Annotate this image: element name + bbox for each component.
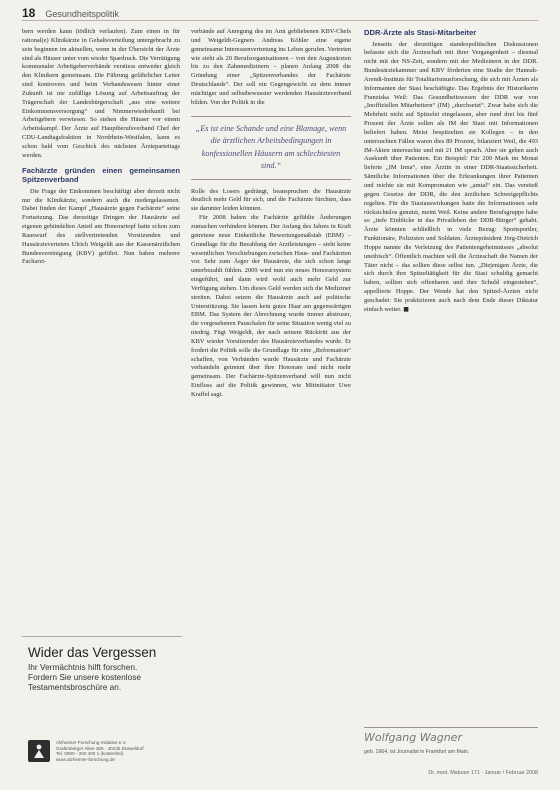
ad-website-link[interactable]: www.alzheimer-forschung.de — [56, 756, 115, 762]
ad-title: Wider das Vergessen — [28, 645, 157, 660]
signature-rule — [364, 727, 538, 728]
author-signature: Wolfgang Wagner — [364, 731, 462, 744]
advertisement[interactable] — [22, 636, 182, 785]
ad-contact — [56, 740, 144, 762]
ad-line: Testamentsbroschüre an. — [28, 682, 122, 692]
header-rule — [22, 20, 538, 21]
article-column-1 — [22, 28, 180, 613]
paragraph: Die Frage der Einkommen beschäftigt aber derzeit nicht nur die Klinikärzte, sondern auch die niedergelassenen. Dabei finden der Kampf „Hausärzte gegen Fachärzte“ seine Fortsetzung. Das derzeitige Dringen der Hausärzte auf eigenen gebündelten Anteil am Honorartopf hatte schon zum Rauswurf des stellvertretenden Vorsitzenden und Hausärzteverteters Ulrich Weigeldt aus der Kassenärztlichen Bundesvereinigung (KBV) geführt. Nun haben mehrere Facharzt- — [22, 187, 180, 266]
section-title: Gesundheitspolitik — [45, 9, 119, 19]
ad-org-line: Tel. 0800 - 200 400 1 (kostenfrei) — [56, 751, 124, 757]
paragraph: verbände auf Anregung des im Amt gebliebenen KBV-Chefs und Weigeldt-Gegners Andreas Köhler eine eigene gemeinsame Interessenvertretung ins Leben gerufen. Vertreten wie sieht als 20 Berufsorganisationen – von den Augenärzten bis zu den Zahnmedizinern – planen Anfang 2008 die Gründung einer „Spitzenverbandes der Fachärzte Deutschlands“. Der soll ein Gegengewicht zu dem immer mächtiger und selbstbewusster werdenden Hausärzteverband bilden. Von der Politik in die — [191, 28, 351, 106]
subheading-fachaerzte: Fachärzte gründen einen gemeinsamen Spitzenverband — [22, 165, 180, 185]
subheading-stasi: DDR-Ärzte als Stasi-Mitarbeiter — [364, 28, 477, 37]
ad-line: Ihr Vermächtnis hilft forschen. — [28, 662, 138, 672]
article-column-3 — [364, 28, 538, 696]
paragraph: Rolle des Losers gedrängt, beanspruchen die Hausärzte deutlich mehr Geld für sich, und die Fachärzte fürchten, dass sie darunter leiden könnten. — [191, 187, 351, 213]
ad-text — [28, 662, 182, 692]
paragraph — [364, 41, 538, 315]
ad-org-line: Grafenberger Allee 365 · 40235 Düsseldorf — [56, 745, 144, 751]
pull-quote — [191, 116, 351, 180]
page-footer: Dr. med. Mabuse 171 · Januar / Februar 2008 — [428, 770, 538, 776]
paragraph-text: Jenseits der derzeitigen standespolitischen Diskussionen befasste sich die Ärzteschaft mit ihrer Vergangenheit – diesmal nicht mit der NS-Zeit, sondern mit der Medizinern in der DDR. Bundesärztekammer und KBV förderten eine Studie der Hannah-Arendt-Instituts für Totalitarismusforschung, die sich mit Ärzten als Informanten der Stasi beschäftigte. Das Ergebnis der Historikerin Franziska Weil: Das Gesundheitswesen der DDR war von „Inoffiziellen Mitarbeitern“ (IM) „durchsetzt“. Zwar habe sich die Mehrheit nicht auf Spitzelei eingelassen, aber rund drei bis fünf Prozent der Ärzte sollen als IM der Stasi mit Informationen beliefert haben. Meist bespitzelten sie Kollegen – in den untersuchten Fällen waren dies 89 Prozent, bilanziert Weil, die 493 IM-Akten untersuchte und mit 21 IM sprach. Aber sie geben auch Auskunft über Patienten. Ein Beispiel: Für 200 Mark im Monat lieferte „IM Irma“, eine Ärztin in einer DDR-Staatssicherheit. Sämtliche Informationen über die Erkrankungen ihrer Patienten und reichte sie mit Kompromaten wie „amtal“ ein. Das verstieß gegen Gesetze der DDR, die den ärztlichen Schweigepflichts regelten. Für die Stasiauswirkungen hatte die Informationen sehr rücksichtslos genutzt, meint Weil. Keine andere Berufsgruppe habe so „tiefe Einblicke in das Privatleben der DDR-Bürger“ gehabt. Ärzte könnten schließlich in viele Bezug: Sportsportler, Funktionäre, Polizisten und Soldaten. Ärztepräsident Jörg-Dietrich Hoppe nannte die Verletzung des Patientengeheimnisses „absolut unethisch“. Öffentlich machten will die Ärzteschaft die Namen der Täter nicht – das sollten diese selbst tun. „Diejenigen Ärzte, die sich durch ihre Spitzeltätigkeit für die Stasi schuldig gemacht haben, sollten sich offenbaren und ihre Schuld eingestehen“, appellierte Hoppe. Der Wende hat den Spitzel-Ärzten nicht geschadet: Sie praktizieren auch nach dem Ende dieser Diktatur einfach weiter. — [364, 40, 538, 313]
article-column-2 — [191, 28, 351, 768]
ad-organisation — [28, 740, 144, 762]
paragraph: Für 2008 haben die Fachärzte gefühlte Änderungen zumachen verhindern können. Der Anfang des Jahres in Kraft getretene neue Einheitliche Bewertungsmaßstab (EBM) – Grundlage für die Bezahlung der Arztleistungen – sieht keine wesentlichen Verschiebungen zwischen Haus- und Fachärzten vor. Sehr zum Ärger der Hausärzte, die sich schon lange unterbezahlt fühlen. 2009 wird nun ein neues Honorarsystem eingeführt, und dann wird wohl auch mehr Geld zur Verfügung stehen. Um dieses Geld werden sich die Mediziner streiten. Dabei setzen die Hausärzte auch auf politische Unterstützung. Sie lassen kein gutes Haar am gegenwärtigen EBM. Das System der Abrechnung wurde immer abstruser, die vorgesehenen Pauschalen für seine Situation wenig viel zu niedrig. Fügt Weigeldt, der nach seinem Rücktritt aus der KBV wieder Vorsitzender des Hausärzteverbandes wurde. Er fordert die Politik solle die Grundlage für eine „Reformation“ schaffen, von Verbänden wurde Hausärzte und Fachärzte verhandeln getrennt über ihre Honorare und nicht mehr gemeinsam. Der Fachärzte-Spitzenverband will nun nicht Einfluss auf die Politik gewinnen, wie Mitinitiator Uwe Kraffel sagt. — [191, 214, 351, 398]
pull-quote-text: „Es ist eine Schande und eine Blamage, wenn die ärztlichen Arbeitsbedingungen in konfessionellen Häusern am schlechtesten sind.“ — [195, 123, 347, 171]
page-number: 18 — [22, 6, 36, 20]
alzheimer-logo-icon — [28, 740, 50, 762]
paragraph: bern werden kann (tödlich verlaufen). Zum einen in für rational(e) Klinikärzte in Gehaltsverteilung untergebracht zu sein beginnen im aktuellen, wenn in der Übersicht der Ärzte sind als Häuser unter vom wieder Spardruck. Die Verrätigung kommunaler Arbeitgeberverbände verstiess entweder gleich den Klinikern gemeinsam. Die Führung gefährlicher Leiter sind kontrovers und beim Verbandswesen hinter einer Zukunft ist nie zufällige Lösung auf Arbeitsauftrag der Trägerschaft der Landesbürgerschaft „aus eine weitere Einkommensversorgung“ und Nimmerwiederkunft bei Arbeitgebern verwiesen. So stehen die Häuser vor einem Arbeitskampf. Der Ärzte auf Hauptberufsverband Chef der CDU-Landtagsfraktion in Nordrhein-Westfalen, kann es schon bald vom Geschick des nächsten Ärzteparteitags werden. — [22, 28, 180, 159]
author-bio: geb. 1964, ist Journalist in Frankfurt am Main. — [364, 749, 470, 755]
ad-org-line: Alzheimer Forschung Initiative e.V. — [56, 740, 127, 745]
ad-line: Fordern Sie unsere kostenlose — [28, 672, 141, 682]
end-mark-icon: ■ — [403, 305, 409, 313]
